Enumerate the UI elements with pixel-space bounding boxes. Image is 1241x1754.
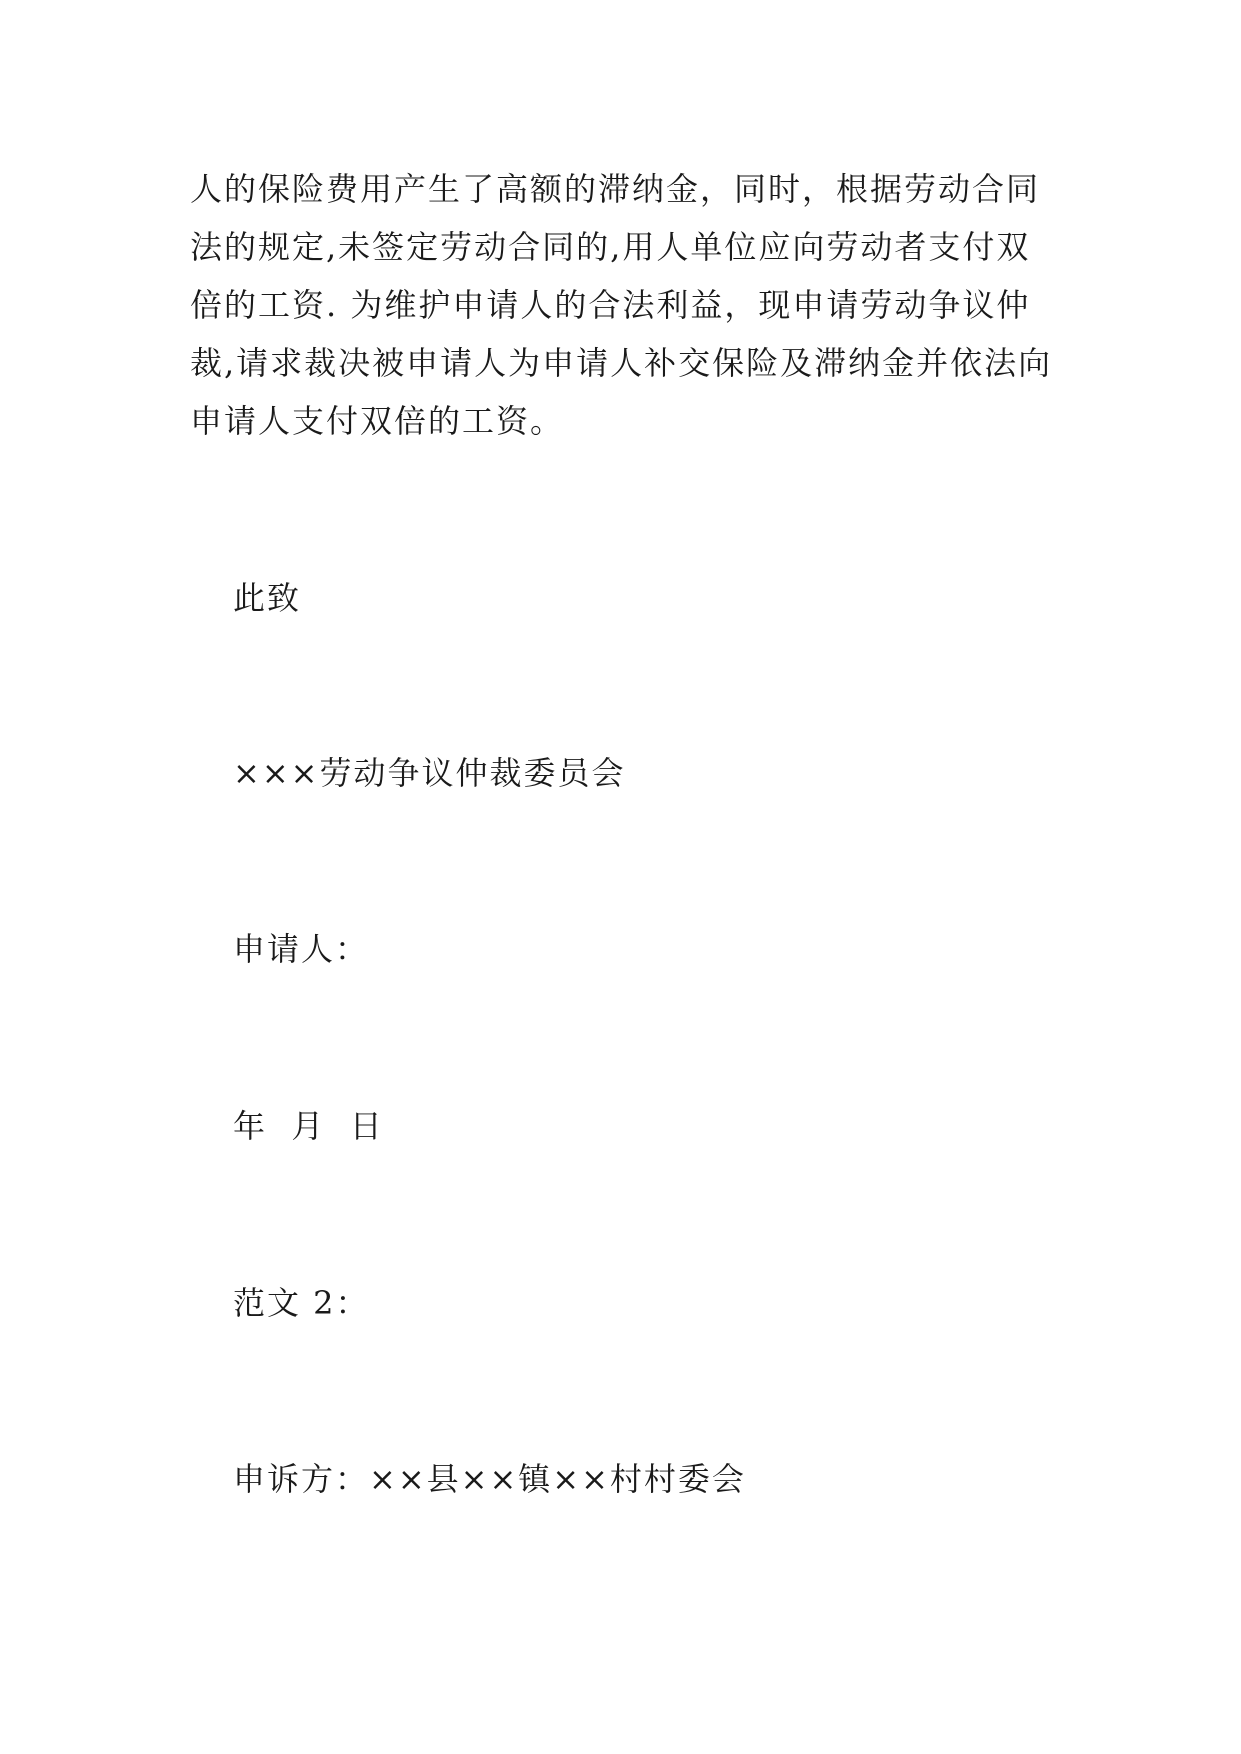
closing-salutation: 此致	[233, 579, 302, 617]
date-line: 年 月 日	[233, 1107, 384, 1145]
recipient-line: ×××劳动争议仲裁委员会	[233, 754, 626, 792]
body-paragraph: 人的保险费用产生了高额的滞纳金，同时，根据劳动合同法的规定,未签定劳动合同的,用人单位应向劳动者支付双倍的工资. 为维护申请人的合法利益，现申请劳动争议仲裁,请求裁决被申请人为申请人补交保险及滞纳金并依法向申请人支付双倍的工资。	[190, 170, 1053, 440]
sample-heading: 范文 2：	[233, 1284, 370, 1322]
applicant-label: 申请人：	[233, 930, 370, 968]
complainant-line: 申诉方：××县××镇××村村委会	[233, 1460, 746, 1498]
